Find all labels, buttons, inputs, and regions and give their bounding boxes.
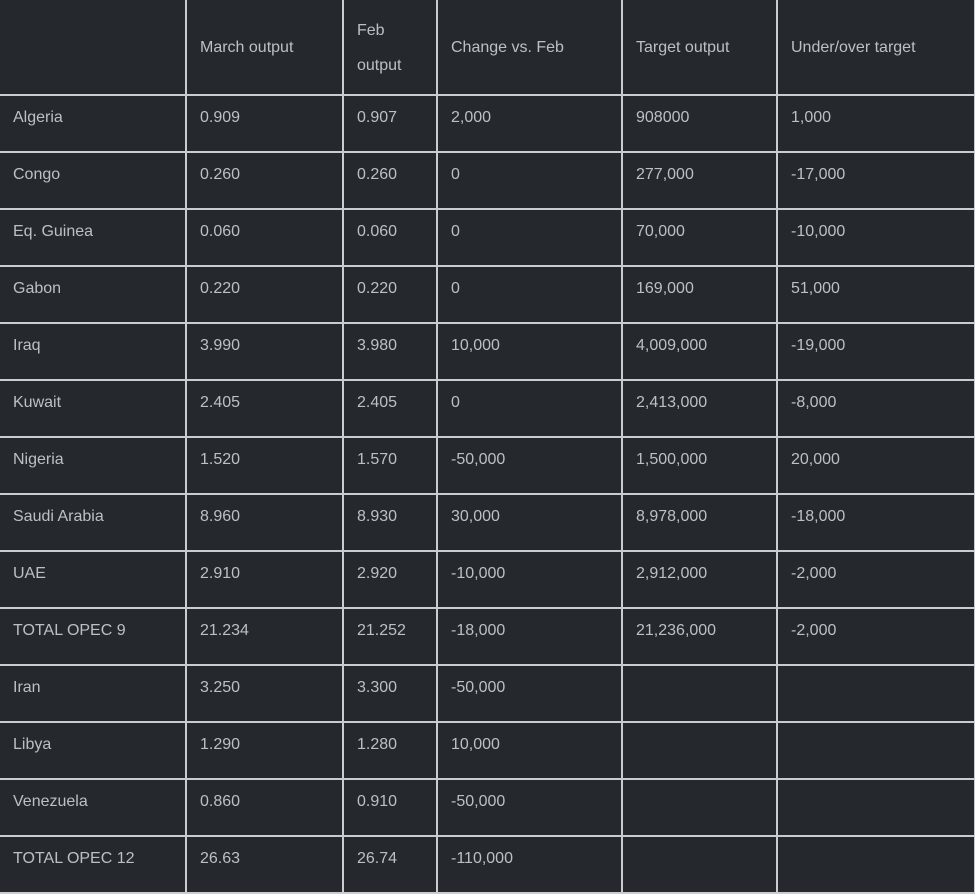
table-row	[0, 722, 975, 779]
target-output-cell	[622, 836, 777, 893]
under-over-target-cell: -8,000	[777, 380, 975, 437]
table-row	[0, 494, 975, 551]
change-vs-feb-cell: -50,000	[437, 437, 622, 494]
target-output-cell: 21,236,000	[622, 608, 777, 665]
country-cell: Eq. Guinea	[0, 209, 186, 266]
feb-output-cell: 0.910	[343, 779, 437, 836]
march-output-cell: 0.909	[186, 95, 343, 152]
march-output-cell: 2.910	[186, 551, 343, 608]
table-row	[0, 152, 975, 209]
country-cell: Libya	[0, 722, 186, 779]
column-header-under-over-target: Under/over target	[777, 0, 975, 95]
change-vs-feb-cell: 10,000	[437, 323, 622, 380]
change-vs-feb-cell: -18,000	[437, 608, 622, 665]
country-cell: TOTAL OPEC 9	[0, 608, 186, 665]
country-cell: UAE	[0, 551, 186, 608]
change-vs-feb-cell: 0	[437, 152, 622, 209]
table-row	[0, 323, 975, 380]
march-output-cell: 8.960	[186, 494, 343, 551]
target-output-cell: 8,978,000	[622, 494, 777, 551]
change-vs-feb-cell: 2,000	[437, 95, 622, 152]
table-row	[0, 836, 975, 893]
feb-output-cell: 1.570	[343, 437, 437, 494]
march-output-cell: 3.250	[186, 665, 343, 722]
under-over-target-cell: 20,000	[777, 437, 975, 494]
march-output-cell: 21.234	[186, 608, 343, 665]
feb-output-cell: 3.980	[343, 323, 437, 380]
march-output-cell: 0.060	[186, 209, 343, 266]
country-cell: Algeria	[0, 95, 186, 152]
target-output-cell: 4,009,000	[622, 323, 777, 380]
column-header-country	[0, 0, 186, 95]
target-output-cell: 277,000	[622, 152, 777, 209]
under-over-target-cell: -2,000	[777, 551, 975, 608]
feb-output-cell: 26.74	[343, 836, 437, 893]
header-row	[0, 0, 975, 95]
target-output-cell	[622, 665, 777, 722]
country-cell: Gabon	[0, 266, 186, 323]
feb-output-cell: 2.920	[343, 551, 437, 608]
march-output-cell: 1.520	[186, 437, 343, 494]
target-output-cell: 908000	[622, 95, 777, 152]
table-row	[0, 779, 975, 836]
under-over-target-cell	[777, 779, 975, 836]
table-row	[0, 437, 975, 494]
country-cell: Iran	[0, 665, 186, 722]
column-header-target-output: Target output	[622, 0, 777, 95]
table-row	[0, 551, 975, 608]
march-output-cell: 0.220	[186, 266, 343, 323]
target-output-cell: 2,912,000	[622, 551, 777, 608]
feb-output-cell: 0.907	[343, 95, 437, 152]
table-row	[0, 608, 975, 665]
table-row	[0, 209, 975, 266]
under-over-target-cell: 51,000	[777, 266, 975, 323]
country-cell: Saudi Arabia	[0, 494, 186, 551]
column-header-march-output: March output	[186, 0, 343, 95]
march-output-cell: 1.290	[186, 722, 343, 779]
country-cell: Venezuela	[0, 779, 186, 836]
feb-output-cell: 0.220	[343, 266, 437, 323]
change-vs-feb-cell: -50,000	[437, 779, 622, 836]
under-over-target-cell	[777, 836, 975, 893]
target-output-cell: 169,000	[622, 266, 777, 323]
country-cell: Iraq	[0, 323, 186, 380]
table-row	[0, 665, 975, 722]
change-vs-feb-cell: -50,000	[437, 665, 622, 722]
under-over-target-cell: 1,000	[777, 95, 975, 152]
under-over-target-cell	[777, 722, 975, 779]
march-output-cell: 3.990	[186, 323, 343, 380]
country-cell: TOTAL OPEC 12	[0, 836, 186, 893]
march-output-cell: 0.860	[186, 779, 343, 836]
table-row	[0, 266, 975, 323]
feb-output-cell: 1.280	[343, 722, 437, 779]
country-cell: Congo	[0, 152, 186, 209]
target-output-cell: 1,500,000	[622, 437, 777, 494]
change-vs-feb-cell: -10,000	[437, 551, 622, 608]
feb-output-cell: 0.060	[343, 209, 437, 266]
change-vs-feb-cell: 30,000	[437, 494, 622, 551]
change-vs-feb-cell: 0	[437, 266, 622, 323]
country-cell: Nigeria	[0, 437, 186, 494]
march-output-cell: 0.260	[186, 152, 343, 209]
feb-output-cell: 3.300	[343, 665, 437, 722]
change-vs-feb-cell: 0	[437, 380, 622, 437]
table-row	[0, 95, 975, 152]
feb-output-cell: 21.252	[343, 608, 437, 665]
march-output-cell: 26.63	[186, 836, 343, 893]
target-output-cell	[622, 779, 777, 836]
under-over-target-cell: -2,000	[777, 608, 975, 665]
feb-output-cell: 2.405	[343, 380, 437, 437]
march-output-cell: 2.405	[186, 380, 343, 437]
under-over-target-cell: -18,000	[777, 494, 975, 551]
under-over-target-cell: -10,000	[777, 209, 975, 266]
target-output-cell: 70,000	[622, 209, 777, 266]
country-cell: Kuwait	[0, 380, 186, 437]
change-vs-feb-cell: 0	[437, 209, 622, 266]
under-over-target-cell: -19,000	[777, 323, 975, 380]
target-output-cell: 2,413,000	[622, 380, 777, 437]
change-vs-feb-cell: -110,000	[437, 836, 622, 893]
column-header-feb-output: Feb output	[343, 0, 437, 95]
target-output-cell	[622, 722, 777, 779]
feb-output-cell: 0.260	[343, 152, 437, 209]
under-over-target-cell: -17,000	[777, 152, 975, 209]
feb-output-cell: 8.930	[343, 494, 437, 551]
table-row	[0, 380, 975, 437]
under-over-target-cell	[777, 665, 975, 722]
column-header-change-vs-feb: Change vs. Feb	[437, 0, 622, 95]
change-vs-feb-cell: 10,000	[437, 722, 622, 779]
